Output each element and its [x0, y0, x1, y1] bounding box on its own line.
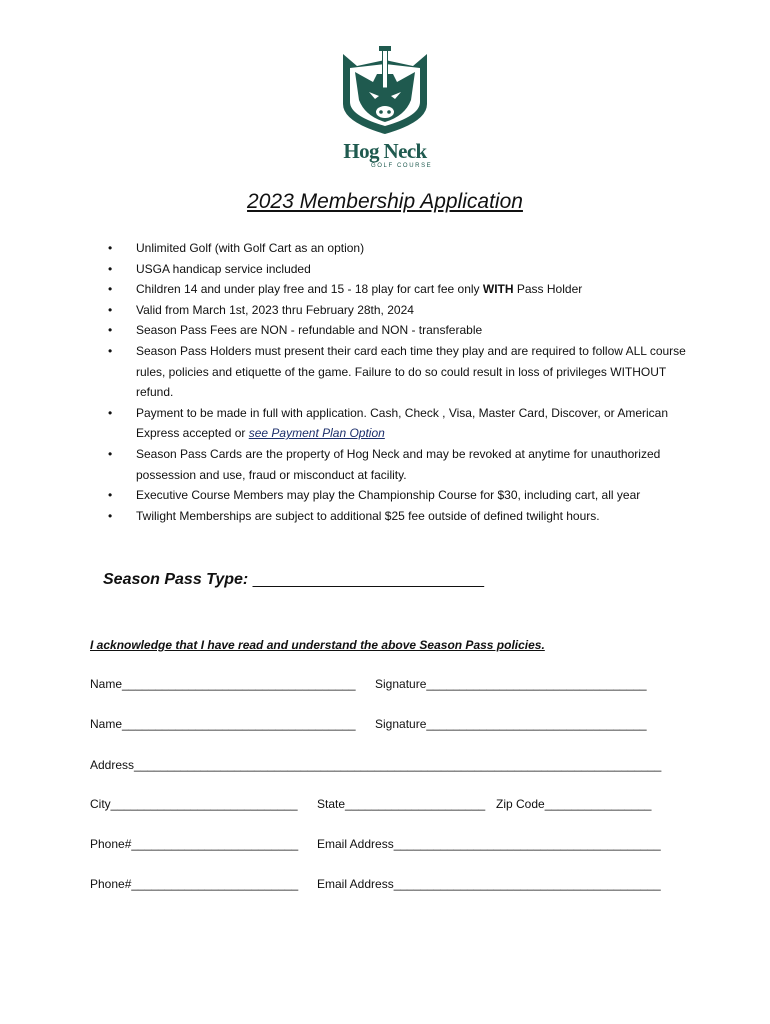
form-row-contact-2 — [90, 877, 661, 891]
bullet-icon: • — [108, 323, 113, 338]
list-item: • Payment to be made in full with application. Cash, Check , Visa, Master Card, Discover, or American Express accepted or see Payment Plan Option — [108, 403, 688, 444]
phone-field-2[interactable]: Phone#_________________________ — [90, 877, 299, 891]
bullet-icon: • — [108, 282, 113, 297]
list-item: • Valid from March 1st, 2023 thru February 28th, 2024 — [108, 300, 688, 321]
bullet-icon: • — [108, 405, 113, 420]
hog-neck-logo — [335, 44, 435, 172]
policy-list — [108, 238, 688, 526]
bullet-icon: • — [108, 488, 113, 503]
bullet-icon: • — [108, 446, 113, 461]
email-field-2[interactable]: Email Address________________________________________ — [317, 877, 661, 891]
logo-subtitle: GOLF COURSE — [371, 163, 433, 169]
state-field[interactable]: State_____________________ — [317, 797, 486, 811]
form-row-1 — [90, 677, 647, 691]
list-item: • USGA handicap service included — [108, 259, 688, 280]
name-field-1[interactable]: Name___________________________________ — [90, 677, 356, 691]
list-item: • Season Pass Cards are the property of Hog Neck and may be revoked at anytime for unauthorized possession and use, fraud or misconduct at facility. — [108, 444, 688, 485]
list-item: • Season Pass Fees are NON - refundable and NON - transferable — [108, 320, 688, 341]
bullet-icon: • — [108, 343, 113, 358]
form-row-contact-1 — [90, 837, 661, 851]
list-item: • Unlimited Golf (with Golf Cart as an option) — [108, 238, 688, 259]
season-pass-type-label: Season Pass Type: — [103, 571, 249, 588]
zip-field[interactable]: Zip Code________________ — [496, 797, 652, 811]
payment-plan-link[interactable]: see Payment Plan Option — [248, 426, 385, 441]
bullet-icon: • — [108, 508, 113, 523]
form-row-city — [90, 797, 652, 811]
acknowledgement-text: I acknowledge that I have read and understand the above Season Pass policies. — [90, 638, 545, 652]
hog-crest-icon — [335, 44, 435, 136]
email-field-1[interactable]: Email Address________________________________________ — [317, 837, 661, 851]
name-field-2[interactable]: Name___________________________________ — [90, 717, 356, 731]
list-item: • Season Pass Holders must present their card each time they play and are required to follow ALL course rules, policies and etiquette of the game. Failure to do so could result in loss of privileges WITHOUT refund. — [108, 341, 688, 403]
bullet-icon: • — [108, 302, 113, 317]
bullet-icon: • — [108, 261, 113, 276]
signature-field-1[interactable]: Signature_________________________________ — [375, 677, 647, 691]
address-field[interactable]: Address_______________________________________________________________________________ — [90, 758, 662, 772]
city-field[interactable]: City____________________________ — [90, 797, 298, 811]
page-title: 2023 Membership Application — [247, 190, 523, 213]
signature-field-2[interactable]: Signature_________________________________ — [375, 717, 647, 731]
bullet-icon: • — [108, 241, 113, 255]
season-pass-type-line[interactable]: __________________________ — [248, 571, 485, 588]
phone-field-1[interactable]: Phone#_________________________ — [90, 837, 299, 851]
list-item: • Children 14 and under play free and 15 - 18 play for cart fee only WITH Pass Holder — [108, 279, 688, 300]
list-item: • Executive Course Members may play the Championship Course for $30, including cart, all year — [108, 485, 688, 506]
form-row-2 — [90, 717, 647, 731]
logo-name: Hog Neck — [343, 139, 427, 163]
list-item: • Twilight Memberships are subject to additional $25 fee outside of defined twilight hours. — [108, 506, 688, 527]
form-row-address — [90, 758, 661, 772]
season-pass-type-field[interactable] — [103, 571, 484, 589]
